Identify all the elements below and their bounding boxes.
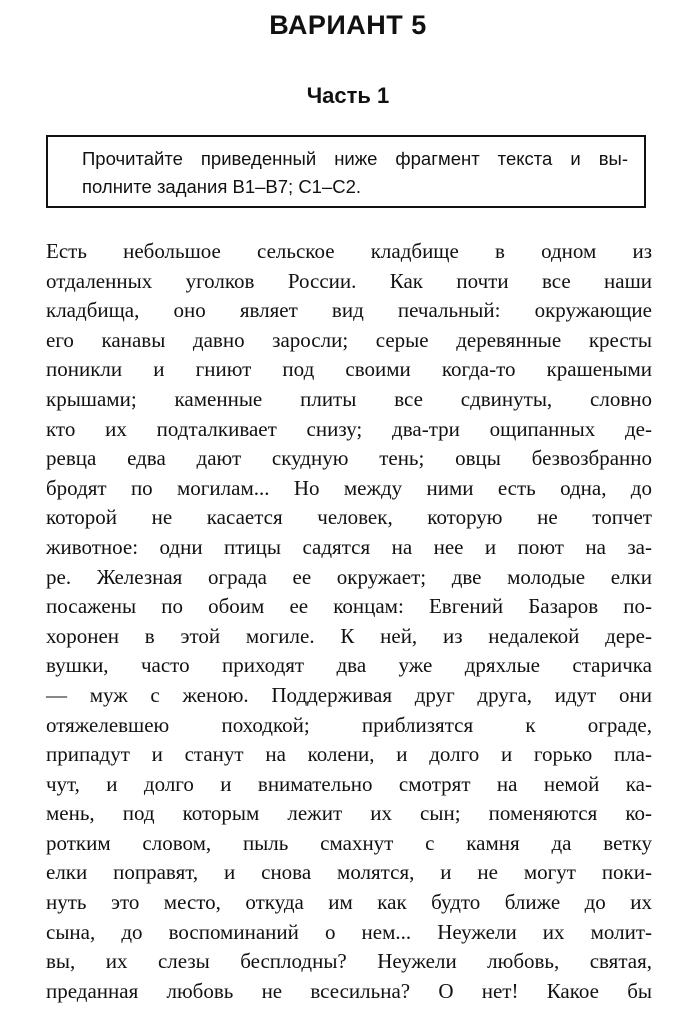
section-title: Часть 1 xyxy=(306,83,390,108)
passage-line: сына, до воспоминаний о нем... Неужели их молит- xyxy=(46,919,652,944)
instruction-line: полните задания В1–В7; С1–С2. xyxy=(82,176,362,197)
passage-line: ротким словом, пыль смахнут с камня да ветку xyxy=(46,830,652,855)
passage-line: бродят по могилам... Но между ними есть одна, до xyxy=(46,475,652,500)
instruction-line: Прочитайте приведенный ниже фрагмент текста и вы- xyxy=(82,148,628,169)
passage-line: припадут и станут на колени, и долго и горько пла- xyxy=(46,742,652,767)
passage-line: посажены по обоим ее концам: Евгений Базаров по- xyxy=(46,594,652,619)
passage-line: елки поправят, и снова молятся, и не могут поки- xyxy=(46,860,652,885)
passage-line: отдаленных уголков России. Как почти все наши xyxy=(46,268,652,293)
passage-line: мень, под которым лежит их сын; поменяются ко- xyxy=(46,801,652,826)
page-title: ВАРИАНТ 5 xyxy=(269,10,427,40)
passage-line: крышами; каменные плиты все сдвинуты, словно xyxy=(46,386,652,411)
passage-line: кто их подталкивает снизу; два-три ощипанных де- xyxy=(46,416,652,441)
passage-line: отяжелевшею походкой; приблизятся к ограде, xyxy=(46,712,652,737)
passage-line: хоронен в этой могиле. К ней, из недалекой дере- xyxy=(46,623,652,648)
passage-line: преданная любовь не всесильна? О нет! Какое бы xyxy=(46,978,652,1003)
passage-line: ре. Железная ограда ее окружает; две молодые елки xyxy=(46,564,652,589)
passage-line: вушки, часто приходят два уже дряхлые старичка xyxy=(46,653,652,678)
instruction-box xyxy=(46,135,646,208)
passage-line: — муж с женою. Поддерживая друг друга, идут они xyxy=(46,682,652,707)
passage-line: Есть небольшое сельское кладбище в одном из xyxy=(46,239,652,263)
passage-line: его канавы давно заросли; серые деревянные кресты xyxy=(46,327,652,352)
passage-text xyxy=(46,237,652,1006)
passage-line: животное: одни птицы садятся на нее и поют на за- xyxy=(46,534,652,559)
passage-line: кладбища, оно являет вид печальный: окружающие xyxy=(46,298,652,323)
passage-line: которой не касается человек, которую не топчет xyxy=(46,505,652,530)
passage-line: вы, их слезы бесплодны? Неужели любовь, святая, xyxy=(46,949,652,974)
passage-line: нуть это место, откуда им как будто ближе до их xyxy=(46,890,652,915)
passage-line: ревца едва дают скудную тень; овцы безвозбранно xyxy=(46,446,652,471)
passage-line: поникли и гниют под своими когда-то крашеными xyxy=(46,357,652,382)
passage-line: чут, и долго и внимательно смотрят на немой ка- xyxy=(46,771,652,796)
